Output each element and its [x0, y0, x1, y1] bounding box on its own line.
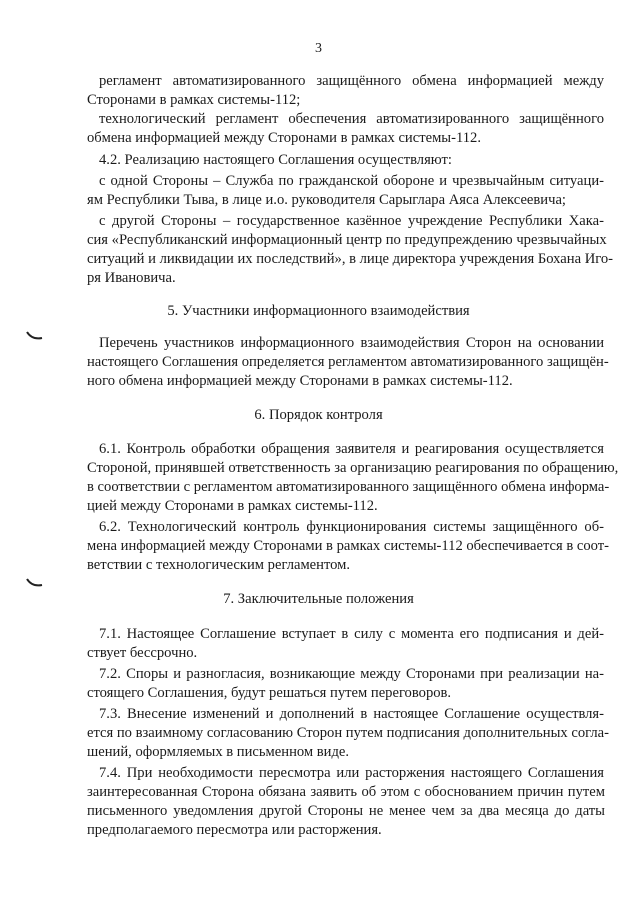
binding-mark-icon — [26, 330, 44, 342]
text-line: 7.3. Внесение изменений и дополнений в настоящее Соглашение осуществля- — [99, 706, 604, 722]
text-line: ситуаций и ликвидации их последствий», в лице директора учреждения Бохана Иго- — [87, 251, 614, 267]
text-line: регламент автоматизированного защищённого обмена информацией между — [99, 73, 604, 89]
text-line: Стороной, принявшей ответственность за организацию реагирования по обращению, — [87, 460, 619, 476]
text-line: ствует бессрочно. — [87, 645, 198, 661]
text-line: предполагаемого пересмотра или расторжения. — [87, 822, 382, 838]
text-line: Перечень участников информационного взаимодействия Сторон на основании — [99, 335, 604, 351]
page-number: 3 — [315, 41, 322, 56]
binding-mark-icon — [26, 577, 44, 589]
text-line: шений, оформляемых в письменном виде. — [87, 744, 350, 760]
text-line: ветствии с технологическим регламентом. — [87, 557, 351, 573]
text-line: технологический регламент обеспечения автоматизированного защищённого — [99, 111, 604, 127]
text-line: ям Республики Тыва, в лице и.о. руководителя Сарыглара Аяса Алексеевича; — [87, 192, 566, 208]
text-line: с другой Стороны – государственное казённое учреждение Республики Хака- — [99, 213, 604, 229]
text-line: 7.2. Споры и разногласия, возникающие между Сторонами при реализации на- — [99, 666, 604, 682]
text-line: письменного уведомления другой Стороны не менее чем за два месяца до даты — [87, 803, 605, 819]
text-line: стоящего Соглашения, будут решаться путем переговоров. — [87, 685, 452, 701]
text-line: 6.1. Контроль обработки обращения заявителя и реагирования осуществляется — [99, 441, 604, 457]
text-line: 7.4. При необходимости пересмотра или расторжения настоящего Соглашения — [99, 765, 604, 781]
text-line: ется по взаимному согласованию Сторон путем подписания дополнительных согла- — [87, 725, 610, 741]
text-line: настоящего Соглашения определяется регламентом автоматизированного защищён- — [87, 354, 609, 370]
text-line: ного обмена информацией между Сторонами в рамках системы-112. — [87, 373, 513, 389]
text-line: ря Ивановича. — [87, 270, 176, 286]
text-line: Сторонами в рамках системы-112; — [87, 92, 301, 108]
section-heading: 6. Порядок контроля — [254, 407, 383, 423]
text-line: с одной Стороны – Служба по гражданской обороне и чрезвычайным ситуаци- — [99, 173, 604, 189]
text-line: в соответствии с регламентом автоматизированного защищённого обмена информа- — [87, 479, 610, 495]
text-line: цией между Сторонами в рамках системы-112. — [87, 498, 378, 514]
section-heading: 5. Участники информационного взаимодействия — [167, 303, 470, 319]
text-line: 6.2. Технологический контроль функционирования системы защищённого об- — [99, 519, 604, 535]
text-line: мена информацией между Сторонами в рамках системы-112 обеспечивается в соот- — [87, 538, 610, 554]
section-heading: 7. Заключительные положения — [223, 591, 414, 607]
text-line: 4.2. Реализацию настоящего Соглашения осуществляют: — [99, 152, 452, 168]
text-line: заинтересованная Сторона обязана заявить об этом с обоснованием причин путем — [87, 784, 605, 800]
text-line: обмена информацией между Сторонами в рамках системы-112. — [87, 130, 481, 146]
text-line: сия «Республиканский информационный центр по предупреждению чрезвычайных — [87, 232, 607, 248]
text-line: 7.1. Настоящее Соглашение вступает в силу с момента его подписания и дей- — [99, 626, 604, 642]
